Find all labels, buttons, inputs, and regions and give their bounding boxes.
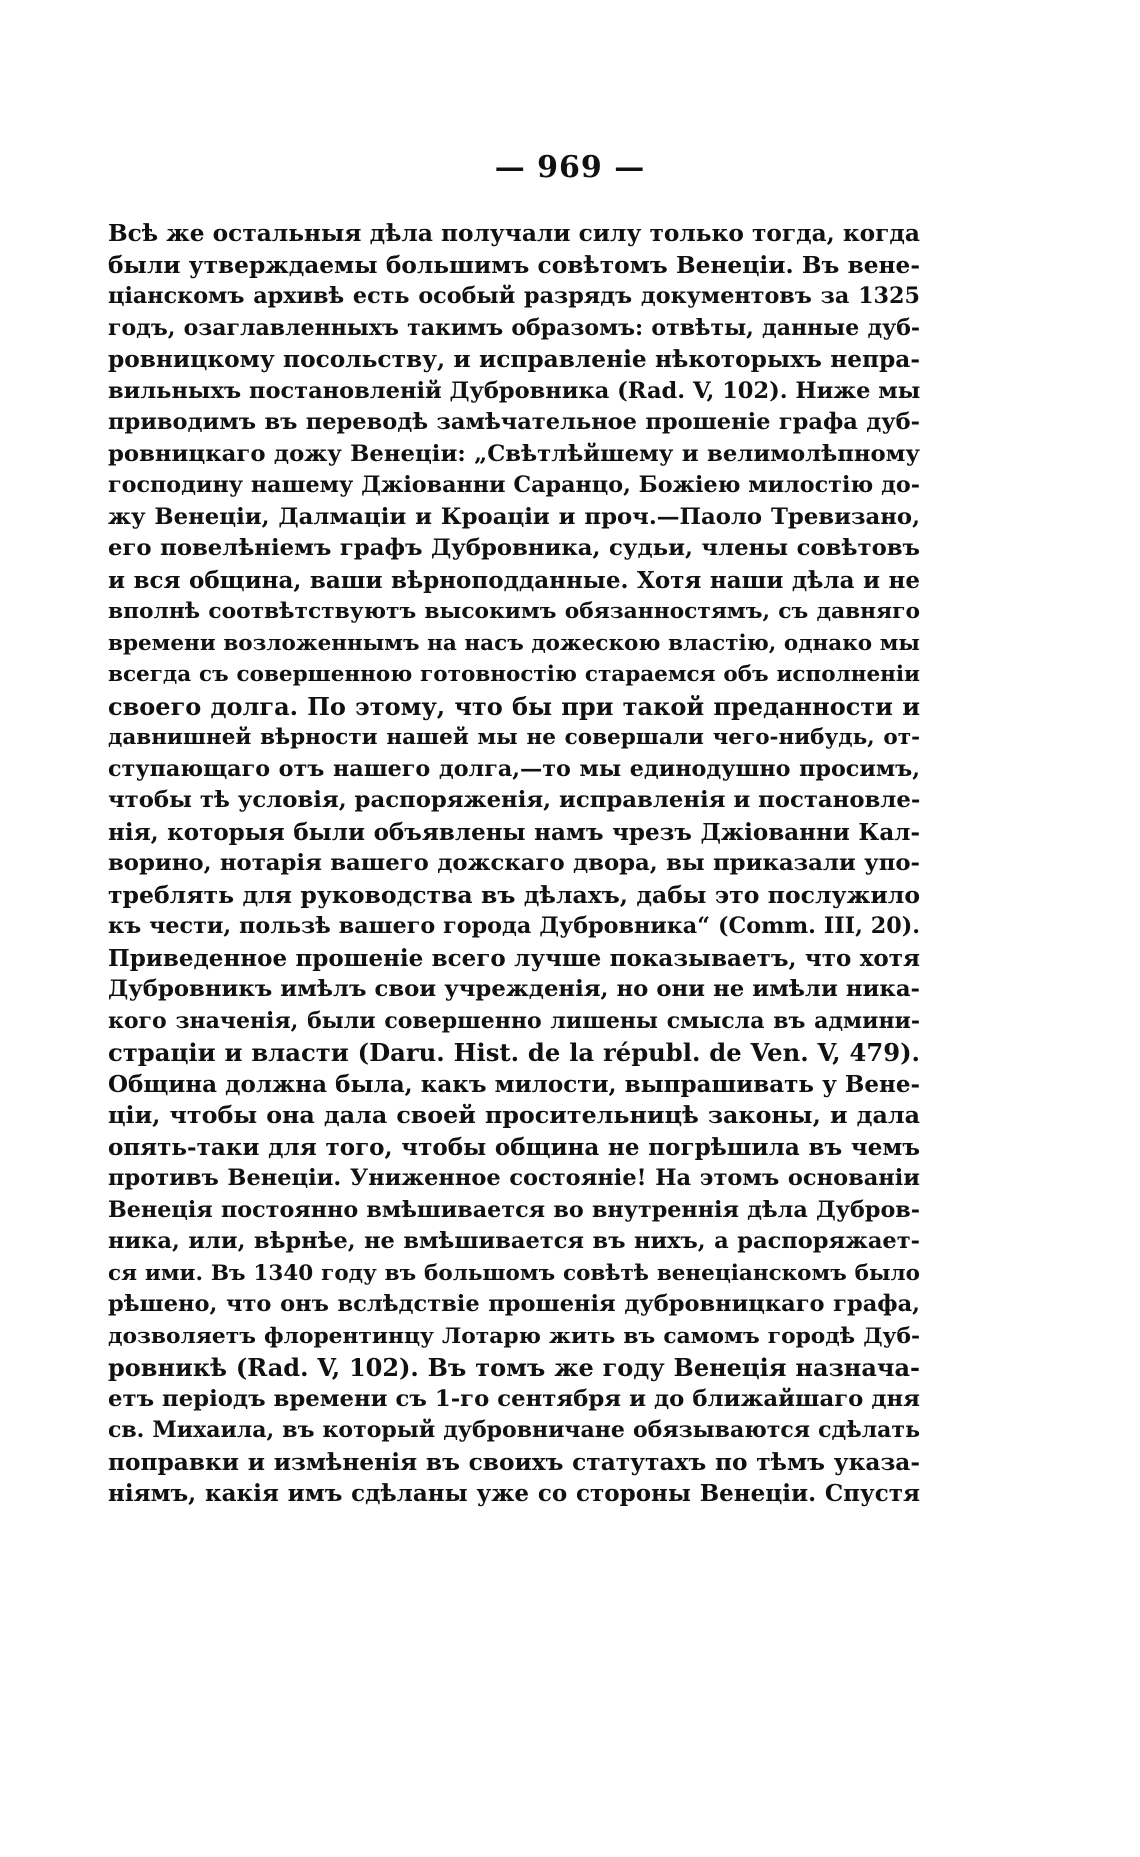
text-line: Дубровникъ имѣлъ свои учрежденія, но они не имѣли ника- xyxy=(108,976,920,1002)
text-line: рѣшено, что онъ вслѣдствіе прошенія дубровницкаго графа, xyxy=(108,1291,920,1317)
text-line: кого значенія, были совершенно лишены смысла въ админи- xyxy=(108,1007,920,1034)
text-line: Община должна была, какъ милости, выпрашивать у Вене- xyxy=(108,1070,920,1098)
text-line: св. Михаила, въ который дубровничане обязываются сдѣлать xyxy=(108,1417,920,1443)
text-line: жу Венеціи, Далмаціи и Кроаціи и проч.—Паоло Тревизано, xyxy=(108,503,920,530)
text-line: къ чести, пользѣ вашего города Дубровника“ (Comm. III, 20). xyxy=(108,913,920,939)
text-line: етъ періодъ времени съ 1-го сентября и до ближайшаго дня xyxy=(108,1385,920,1412)
text-line: приводимъ въ переводѣ замѣчательное прошеніе графа дуб- xyxy=(108,409,920,435)
text-line: ворино, нотарія вашего дожскаго двора, вы приказали упо- xyxy=(108,850,920,876)
text-line: его повелѣніемъ графъ Дубровника, судьи, члены совѣтовъ xyxy=(108,535,920,561)
text-line: треблять для руководства въ дѣлахъ, дабы это послужило xyxy=(108,880,920,909)
body-text xyxy=(108,218,920,1510)
text-line: времени возложеннымъ на насъ дожескою властію, однако мы xyxy=(108,630,920,656)
text-line: давнишней вѣрности нашей мы не совершали чего-нибудь, от- xyxy=(108,725,920,750)
text-line: вильныхъ постановленій Дубровника (Rad. V, 102). Ниже мы xyxy=(108,377,920,404)
text-line: Всѣ же остальныя дѣла получали силу только тогда, когда xyxy=(108,220,920,247)
text-line: нія, которыя были объявлены намъ чрезъ Джіованни Кал- xyxy=(108,818,920,846)
text-line: были утверждаемы большимъ совѣтомъ Венеціи. Въ вене- xyxy=(108,251,920,279)
text-line: ся ими. Въ 1340 году въ большомъ совѣтѣ венеціанскомъ было xyxy=(108,1260,920,1286)
text-line: своего долга. По этому, что бы при такой преданности и xyxy=(108,691,920,721)
text-line: ніямъ, какія имъ сдѣланы уже со стороны Венеціи. Спустя xyxy=(108,1480,920,1507)
text-line: ровницкаго дожу Венеціи: „Свѣтлѣйшему и велимолѣпному xyxy=(108,440,920,467)
text-line: противъ Венеціи. Униженное состояніе! На этомъ основаніи xyxy=(108,1165,920,1191)
text-line: страціи и власти (Daru. Hist. de la républ. de Ven. V, 479). xyxy=(108,1038,920,1067)
text-line: ступающаго отъ нашего долга,—то мы единодушно просимъ, xyxy=(108,755,920,782)
text-line: годъ, озаглавленныхъ такимъ образомъ: отвѣты, данные дуб- xyxy=(108,314,920,341)
text-line: дозволяетъ флорентинцу Лотарю жить въ самомъ городѣ Дуб- xyxy=(108,1323,920,1349)
text-line: Венеція постоянно вмѣшивается во внутреннія дѣла Дубров- xyxy=(108,1196,920,1223)
text-line: господину нашему Джіованни Саранцо, Божіею милостію до- xyxy=(108,472,920,498)
text-line: всегда съ совершенною готовностію стараемся объ исполненіи xyxy=(108,662,920,687)
text-line: Приведенное прошеніе всего лучше показываетъ, что хотя xyxy=(108,944,920,972)
text-line: и вся община, ваши вѣрноподданные. Хотя наши дѣла и не xyxy=(108,566,920,594)
text-line: поправки и измѣненія въ своихъ статутахъ по тѣмъ указа- xyxy=(108,1448,920,1476)
page-number: — 969 — xyxy=(494,150,646,185)
text-line: вполнѣ соотвѣтствуютъ высокимъ обязанностямъ, съ давняго xyxy=(108,599,920,624)
text-line: ровницкому посольству, и исправленіе нѣкоторыхъ непра- xyxy=(108,346,920,373)
text-line: ціи, чтобы она дала своей просительницѣ законы, и дала xyxy=(108,1101,920,1129)
text-line: ника, или, вѣрнѣе, не вмѣшивается въ нихъ, а распоряжает- xyxy=(108,1228,920,1254)
text-line: опять-таки для того, чтобы община не погрѣшила въ чемъ xyxy=(108,1133,920,1161)
text-line: ціанскомъ архивѣ есть особый разрядъ документовъ за 1325 xyxy=(108,283,920,309)
text-line: ровникѣ (Rad. V, 102). Въ томъ же году Венеція назнача- xyxy=(108,1353,920,1382)
text-line: чтобы тѣ условія, распоряженія, исправленія и постановле- xyxy=(108,787,920,813)
